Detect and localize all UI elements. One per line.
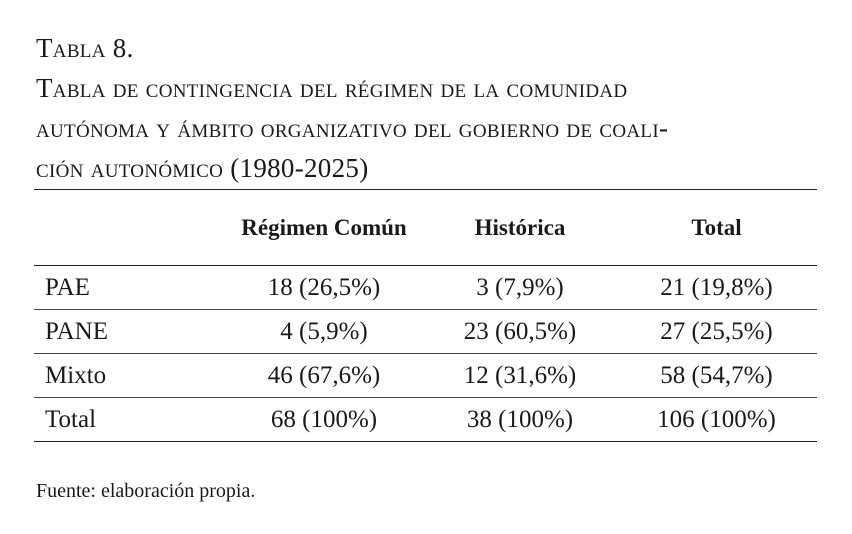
table-cell: 12 (31,6%) bbox=[463, 361, 577, 389]
contingency-table bbox=[34, 189, 817, 442]
table-cell: 38 (100%) bbox=[466, 405, 574, 433]
header-historica: Histórica bbox=[474, 215, 566, 240]
header-regimen-comun: Régimen Común bbox=[241, 215, 407, 240]
table-cell: 3 (7,9%) bbox=[476, 273, 564, 301]
table-cell: 46 (67,6%) bbox=[267, 361, 381, 389]
table-title-line-1: Tabla de contingencia del régimen de la comunidad bbox=[36, 73, 628, 103]
table-label: Tabla 8. bbox=[36, 33, 134, 63]
header-empty-cell bbox=[34, 190, 224, 266]
table-row-total bbox=[34, 398, 817, 442]
table-cell: 18 (26,5%) bbox=[267, 273, 381, 301]
table-caption bbox=[36, 28, 826, 188]
table-cell: 21 (19,8%) bbox=[660, 273, 773, 301]
table-cell: 106 (100%) bbox=[657, 405, 776, 433]
row-label: Total bbox=[45, 405, 97, 433]
table-source-note: Fuente: elaboración propia. bbox=[36, 480, 256, 502]
table-header-row bbox=[34, 190, 817, 266]
table-cell: 68 (100%) bbox=[270, 405, 378, 433]
table-cell: 23 (60,5%) bbox=[463, 317, 577, 345]
table-row-pane bbox=[34, 310, 817, 354]
table-cell: 27 (25,5%) bbox=[660, 317, 773, 345]
table-cell: 58 (54,7%) bbox=[660, 361, 773, 389]
table-row-pae bbox=[34, 266, 817, 310]
table-cell: 4 (5,9%) bbox=[280, 317, 368, 345]
header-total: Total bbox=[691, 215, 742, 240]
row-label: PANE bbox=[45, 317, 108, 345]
row-label: PAE bbox=[45, 273, 90, 301]
row-label: Mixto bbox=[45, 361, 107, 389]
table-row-mixto bbox=[34, 354, 817, 398]
table-title-line-3: ción autonómico (1980-2025) bbox=[36, 153, 369, 183]
table-title-line-2: autónoma y ámbito organizativo del gobierno de coali- bbox=[36, 113, 669, 143]
